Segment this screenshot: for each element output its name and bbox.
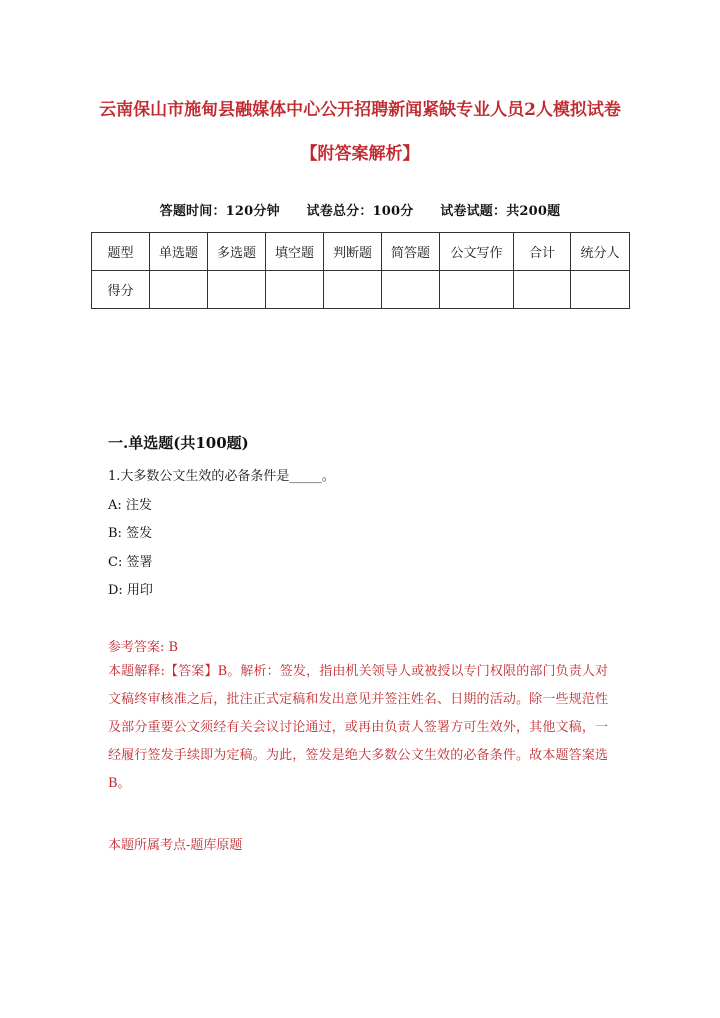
score-cell xyxy=(150,271,208,309)
score-table xyxy=(91,232,630,309)
header-cell: 统分人 xyxy=(571,233,630,271)
header-cell: 简答题 xyxy=(382,233,440,271)
score-cell xyxy=(266,271,324,309)
header-cell: 填空题 xyxy=(266,233,324,271)
score-cell xyxy=(324,271,382,309)
exam-question-count: 试卷试题：共200题 xyxy=(440,204,561,219)
header-cell: 题型 xyxy=(92,233,150,271)
option-c: C: 签署 xyxy=(108,555,153,570)
document-title: 云南保山市施甸县融媒体中心公开招聘新闻紧缺专业人员2人模拟试卷【附答案解析】 xyxy=(99,100,621,164)
knowledge-point: 本题所属考点-题库原题 xyxy=(108,838,243,853)
exam-total-score: 试卷总分：100分 xyxy=(306,204,414,219)
header-cell: 单选题 xyxy=(150,233,208,271)
option-b: B: 签发 xyxy=(108,526,153,541)
answer-explanation: 本题解释:【答案】B。解析：签发，指由机关领导人或被授以专门权限的部门负责人对文稿终审核准之后，批注正式定稿和发出意见并签注姓名、日期的活动。除一些规范性及部分重要公文须经有关会议讨论通过，或再由负责人签署方可生效外，其他文稿，一经履行签发手续即为定稿。为此，签发是绝大多数公文生效的必备条件。故本题答案选B。 xyxy=(108,664,608,791)
exam-meta xyxy=(0,200,720,219)
score-table-header-row xyxy=(92,233,630,271)
section-heading: 一.单选题(共100题) xyxy=(108,434,249,452)
header-cell: 公文写作 xyxy=(440,233,514,271)
question-text: 1.大多数公文生效的必备条件是_____。 xyxy=(108,469,335,484)
reference-answer: 参考答案: B xyxy=(108,640,179,655)
option-a: A: 注发 xyxy=(108,498,152,513)
exam-time: 答题时间：120分钟 xyxy=(159,204,280,219)
score-cell xyxy=(514,271,571,309)
header-cell: 多选题 xyxy=(208,233,266,271)
row-label-cell: 得分 xyxy=(92,271,150,309)
score-cell xyxy=(571,271,630,309)
score-cell xyxy=(208,271,266,309)
score-table-score-row xyxy=(92,271,630,309)
score-cell xyxy=(382,271,440,309)
option-d: D: 用印 xyxy=(108,583,153,598)
header-cell: 合计 xyxy=(514,233,571,271)
score-cell xyxy=(440,271,514,309)
header-cell: 判断题 xyxy=(324,233,382,271)
